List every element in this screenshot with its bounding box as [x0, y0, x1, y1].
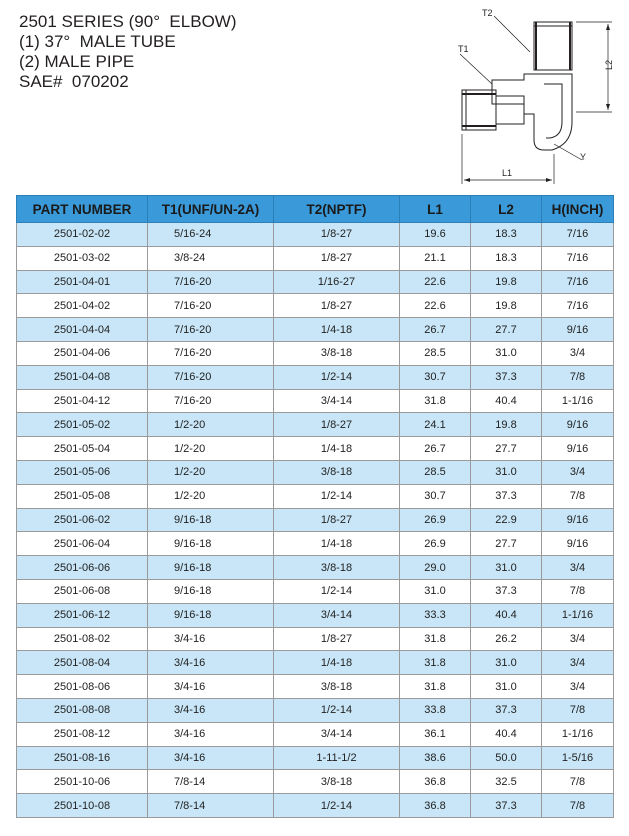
l2-cell: 31.0 — [471, 675, 542, 699]
t1-cell: 9/16-18 — [148, 579, 274, 603]
part-number-cell: 2501-08-06 — [17, 675, 148, 699]
label-t1: T1 — [458, 44, 469, 54]
h-inch-cell: 7/16 — [542, 223, 614, 247]
label-l2: L2 — [604, 59, 614, 70]
col-header-l2: L2 — [471, 196, 542, 223]
h-inch-cell: 1-1/16 — [542, 722, 614, 746]
l1-cell: 36.1 — [400, 722, 471, 746]
table-row — [17, 223, 614, 247]
t1-cell: 7/8-14 — [148, 794, 274, 818]
table-row — [17, 389, 614, 413]
t1-cell: 7/16-20 — [148, 341, 274, 365]
table-row — [17, 698, 614, 722]
label-l1: L1 — [502, 168, 513, 178]
l1-cell: 33.3 — [400, 603, 471, 627]
t2-cell: 1/2-14 — [274, 365, 400, 389]
l1-cell: 26.9 — [400, 532, 471, 556]
l1-cell: 31.0 — [400, 579, 471, 603]
h-inch-cell: 7/8 — [542, 698, 614, 722]
l2-cell: 18.3 — [471, 223, 542, 247]
t2-cell: 3/8-18 — [274, 460, 400, 484]
t1-cell: 9/16-18 — [148, 532, 274, 556]
t1-cell: 7/8-14 — [148, 770, 274, 794]
table-row — [17, 460, 614, 484]
part-number-cell: 2501-04-06 — [17, 341, 148, 365]
t1-cell: 3/4-16 — [148, 698, 274, 722]
table-row — [17, 437, 614, 461]
l2-cell: 37.3 — [471, 365, 542, 389]
table-row — [17, 746, 614, 770]
t2-cell: 1/2-14 — [274, 484, 400, 508]
elbow-fitting-drawing — [452, 4, 628, 190]
t2-cell: 1/8-27 — [274, 508, 400, 532]
part-number-cell: 2501-06-08 — [17, 579, 148, 603]
l2-cell: 32.5 — [471, 770, 542, 794]
t1-cell: 1/2-20 — [148, 484, 274, 508]
t1-cell: 1/2-20 — [148, 460, 274, 484]
t2-cell: 3/4-14 — [274, 389, 400, 413]
l1-cell: 30.7 — [400, 484, 471, 508]
part-number-cell: 2501-06-04 — [17, 532, 148, 556]
label-t2: T2 — [482, 8, 493, 18]
l2-cell: 27.7 — [471, 318, 542, 342]
table-row — [17, 627, 614, 651]
table-row — [17, 675, 614, 699]
part-number-cell: 2501-02-02 — [17, 223, 148, 247]
h-inch-cell: 3/4 — [542, 341, 614, 365]
l2-cell: 40.4 — [471, 389, 542, 413]
l1-cell: 28.5 — [400, 460, 471, 484]
l2-cell: 31.0 — [471, 556, 542, 580]
l2-cell: 40.4 — [471, 722, 542, 746]
l1-cell: 31.8 — [400, 389, 471, 413]
l1-cell: 31.8 — [400, 627, 471, 651]
col-header-l1: L1 — [400, 196, 471, 223]
l1-cell: 31.8 — [400, 651, 471, 675]
t1-cell: 9/16-18 — [148, 603, 274, 627]
t2-cell: 3/8-18 — [274, 341, 400, 365]
part-number-cell: 2501-08-02 — [17, 627, 148, 651]
t2-cell: 1/8-27 — [274, 246, 400, 270]
h-inch-cell: 7/8 — [542, 484, 614, 508]
t2-cell: 1/8-27 — [274, 627, 400, 651]
h-inch-cell: 7/16 — [542, 246, 614, 270]
part-number-cell: 2501-05-06 — [17, 460, 148, 484]
l1-cell: 26.7 — [400, 318, 471, 342]
h-inch-cell: 7/16 — [542, 270, 614, 294]
col-header-t1: T1(UNF/UN-2A) — [148, 196, 274, 223]
l2-cell: 31.0 — [471, 341, 542, 365]
l1-cell: 19.6 — [400, 223, 471, 247]
table-row — [17, 770, 614, 794]
table-body — [17, 223, 614, 818]
part-number-cell: 2501-05-02 — [17, 413, 148, 437]
t2-cell: 1/8-27 — [274, 294, 400, 318]
table-row — [17, 603, 614, 627]
part-number-cell: 2501-06-02 — [17, 508, 148, 532]
part-number-cell: 2501-08-08 — [17, 698, 148, 722]
h-inch-cell: 1-1/16 — [542, 389, 614, 413]
l1-cell: 38.6 — [400, 746, 471, 770]
l1-cell: 28.5 — [400, 341, 471, 365]
l1-cell: 30.7 — [400, 365, 471, 389]
t1-cell: 7/16-20 — [148, 389, 274, 413]
table-row — [17, 341, 614, 365]
part-number-cell: 2501-05-04 — [17, 437, 148, 461]
part-number-cell: 2501-06-06 — [17, 556, 148, 580]
part-number-cell: 2501-03-02 — [17, 246, 148, 270]
t1-cell: 9/16-18 — [148, 556, 274, 580]
elbow-body — [492, 74, 572, 150]
l2-cell: 19.8 — [471, 413, 542, 437]
part-number-cell: 2501-04-04 — [17, 318, 148, 342]
h-inch-cell: 9/16 — [542, 508, 614, 532]
h-inch-cell: 1-5/16 — [542, 746, 614, 770]
t1-cell: 3/4-16 — [148, 651, 274, 675]
l2-cell: 19.8 — [471, 294, 542, 318]
t1-cell: 1/2-20 — [148, 437, 274, 461]
t2-cell: 3/8-18 — [274, 556, 400, 580]
l2-cell: 18.3 — [471, 246, 542, 270]
part-number-cell: 2501-05-08 — [17, 484, 148, 508]
t2-cell: 1-11-1/2 — [274, 746, 400, 770]
t1-cell: 5/16-24 — [148, 223, 274, 247]
l2-cell: 26.2 — [471, 627, 542, 651]
t1-cell: 3/8-24 — [148, 246, 274, 270]
t1-cell: 7/16-20 — [148, 294, 274, 318]
t2-cell: 1/4-18 — [274, 318, 400, 342]
l2-cell: 37.3 — [471, 698, 542, 722]
table-row — [17, 556, 614, 580]
table-row — [17, 294, 614, 318]
l1-cell: 24.1 — [400, 413, 471, 437]
l2-cell: 27.7 — [471, 437, 542, 461]
t2-cell: 1/16-27 — [274, 270, 400, 294]
l2-cell: 50.0 — [471, 746, 542, 770]
l2-cell: 37.3 — [471, 484, 542, 508]
t2-cell: 3/8-18 — [274, 675, 400, 699]
t1-cell: 3/4-16 — [148, 627, 274, 651]
l2-cell: 27.7 — [471, 532, 542, 556]
male-tube-thread — [462, 90, 496, 130]
header — [19, 12, 237, 92]
t2-cell: 1/4-18 — [274, 437, 400, 461]
t1-cell: 9/16-18 — [148, 508, 274, 532]
part-number-cell: 2501-04-08 — [17, 365, 148, 389]
l2-cell: 37.3 — [471, 794, 542, 818]
h-inch-cell: 7/8 — [542, 794, 614, 818]
t1-cell: 3/4-16 — [148, 722, 274, 746]
t2-cell: 1/4-18 — [274, 532, 400, 556]
table-row — [17, 532, 614, 556]
h-inch-cell: 7/8 — [542, 365, 614, 389]
t2-cell: 3/8-18 — [274, 770, 400, 794]
table-row — [17, 413, 614, 437]
l1-cell: 29.0 — [400, 556, 471, 580]
table-row — [17, 651, 614, 675]
col-header-h-inch: H(INCH) — [542, 196, 614, 223]
l2-cell: 31.0 — [471, 651, 542, 675]
l1-cell: 26.9 — [400, 508, 471, 532]
t2-cell: 1/2-14 — [274, 579, 400, 603]
h-inch-cell: 7/16 — [542, 294, 614, 318]
h-inch-cell: 9/16 — [542, 532, 614, 556]
h-inch-cell: 9/16 — [542, 318, 614, 342]
t2-cell: 1/8-27 — [274, 413, 400, 437]
t2-cell: 3/4-14 — [274, 603, 400, 627]
l2-cell: 40.4 — [471, 603, 542, 627]
t2-cell: 1/2-14 — [274, 794, 400, 818]
table-row — [17, 270, 614, 294]
h-inch-cell: 7/8 — [542, 770, 614, 794]
h-inch-cell: 3/4 — [542, 627, 614, 651]
h-inch-cell: 3/4 — [542, 460, 614, 484]
spec-line-male-tube: (1) 37° MALE TUBE — [19, 32, 176, 51]
table-row — [17, 365, 614, 389]
l1-cell: 31.8 — [400, 675, 471, 699]
l2-cell: 37.3 — [471, 579, 542, 603]
part-number-cell: 2501-08-12 — [17, 722, 148, 746]
l1-cell: 22.6 — [400, 270, 471, 294]
t2-cell: 1/4-18 — [274, 651, 400, 675]
t1-cell: 3/4-16 — [148, 746, 274, 770]
l1-cell: 36.8 — [400, 770, 471, 794]
part-number-cell: 2501-10-08 — [17, 794, 148, 818]
part-number-cell: 2501-08-16 — [17, 746, 148, 770]
t2-cell: 1/2-14 — [274, 698, 400, 722]
t1-cell: 7/16-20 — [148, 318, 274, 342]
table-row — [17, 722, 614, 746]
l1-cell: 21.1 — [400, 246, 471, 270]
t1-cell: 7/16-20 — [148, 270, 274, 294]
h-inch-cell: 9/16 — [542, 413, 614, 437]
t2-cell: 1/8-27 — [274, 223, 400, 247]
table-header-row — [17, 196, 614, 223]
part-number-cell: 2501-04-12 — [17, 389, 148, 413]
part-number-cell: 2501-10-06 — [17, 770, 148, 794]
l1-cell: 33.8 — [400, 698, 471, 722]
male-pipe-thread — [534, 22, 572, 70]
table-row — [17, 246, 614, 270]
sae-number: SAE# 070202 — [19, 72, 129, 91]
part-number-cell: 2501-06-12 — [17, 603, 148, 627]
part-number-cell: 2501-04-01 — [17, 270, 148, 294]
specification-table — [16, 195, 614, 818]
col-header-t2: T2(NPTF) — [274, 196, 400, 223]
t1-cell: 7/16-20 — [148, 365, 274, 389]
table-row — [17, 318, 614, 342]
h-inch-cell: 1-1/16 — [542, 603, 614, 627]
label-y: Y — [580, 152, 587, 162]
table-row — [17, 508, 614, 532]
l2-cell: 22.9 — [471, 508, 542, 532]
part-number-cell: 2501-04-02 — [17, 294, 148, 318]
l1-cell: 26.7 — [400, 437, 471, 461]
h-inch-cell: 3/4 — [542, 556, 614, 580]
l1-cell: 22.6 — [400, 294, 471, 318]
t2-cell: 3/4-14 — [274, 722, 400, 746]
spec-line-male-pipe: (2) MALE PIPE — [19, 52, 135, 71]
t1-cell: 1/2-20 — [148, 413, 274, 437]
table-row — [17, 794, 614, 818]
h-inch-cell: 3/4 — [542, 675, 614, 699]
t1-cell: 3/4-16 — [148, 675, 274, 699]
series-title: 2501 SERIES (90° ELBOW) — [19, 12, 237, 31]
l2-cell: 19.8 — [471, 270, 542, 294]
l2-cell: 31.0 — [471, 460, 542, 484]
table-row — [17, 579, 614, 603]
col-header-part-number: PART NUMBER — [17, 196, 148, 223]
h-inch-cell: 7/8 — [542, 579, 614, 603]
h-inch-cell: 3/4 — [542, 651, 614, 675]
h-inch-cell: 9/16 — [542, 437, 614, 461]
part-number-cell: 2501-08-04 — [17, 651, 148, 675]
table-row — [17, 484, 614, 508]
l1-cell: 36.8 — [400, 794, 471, 818]
